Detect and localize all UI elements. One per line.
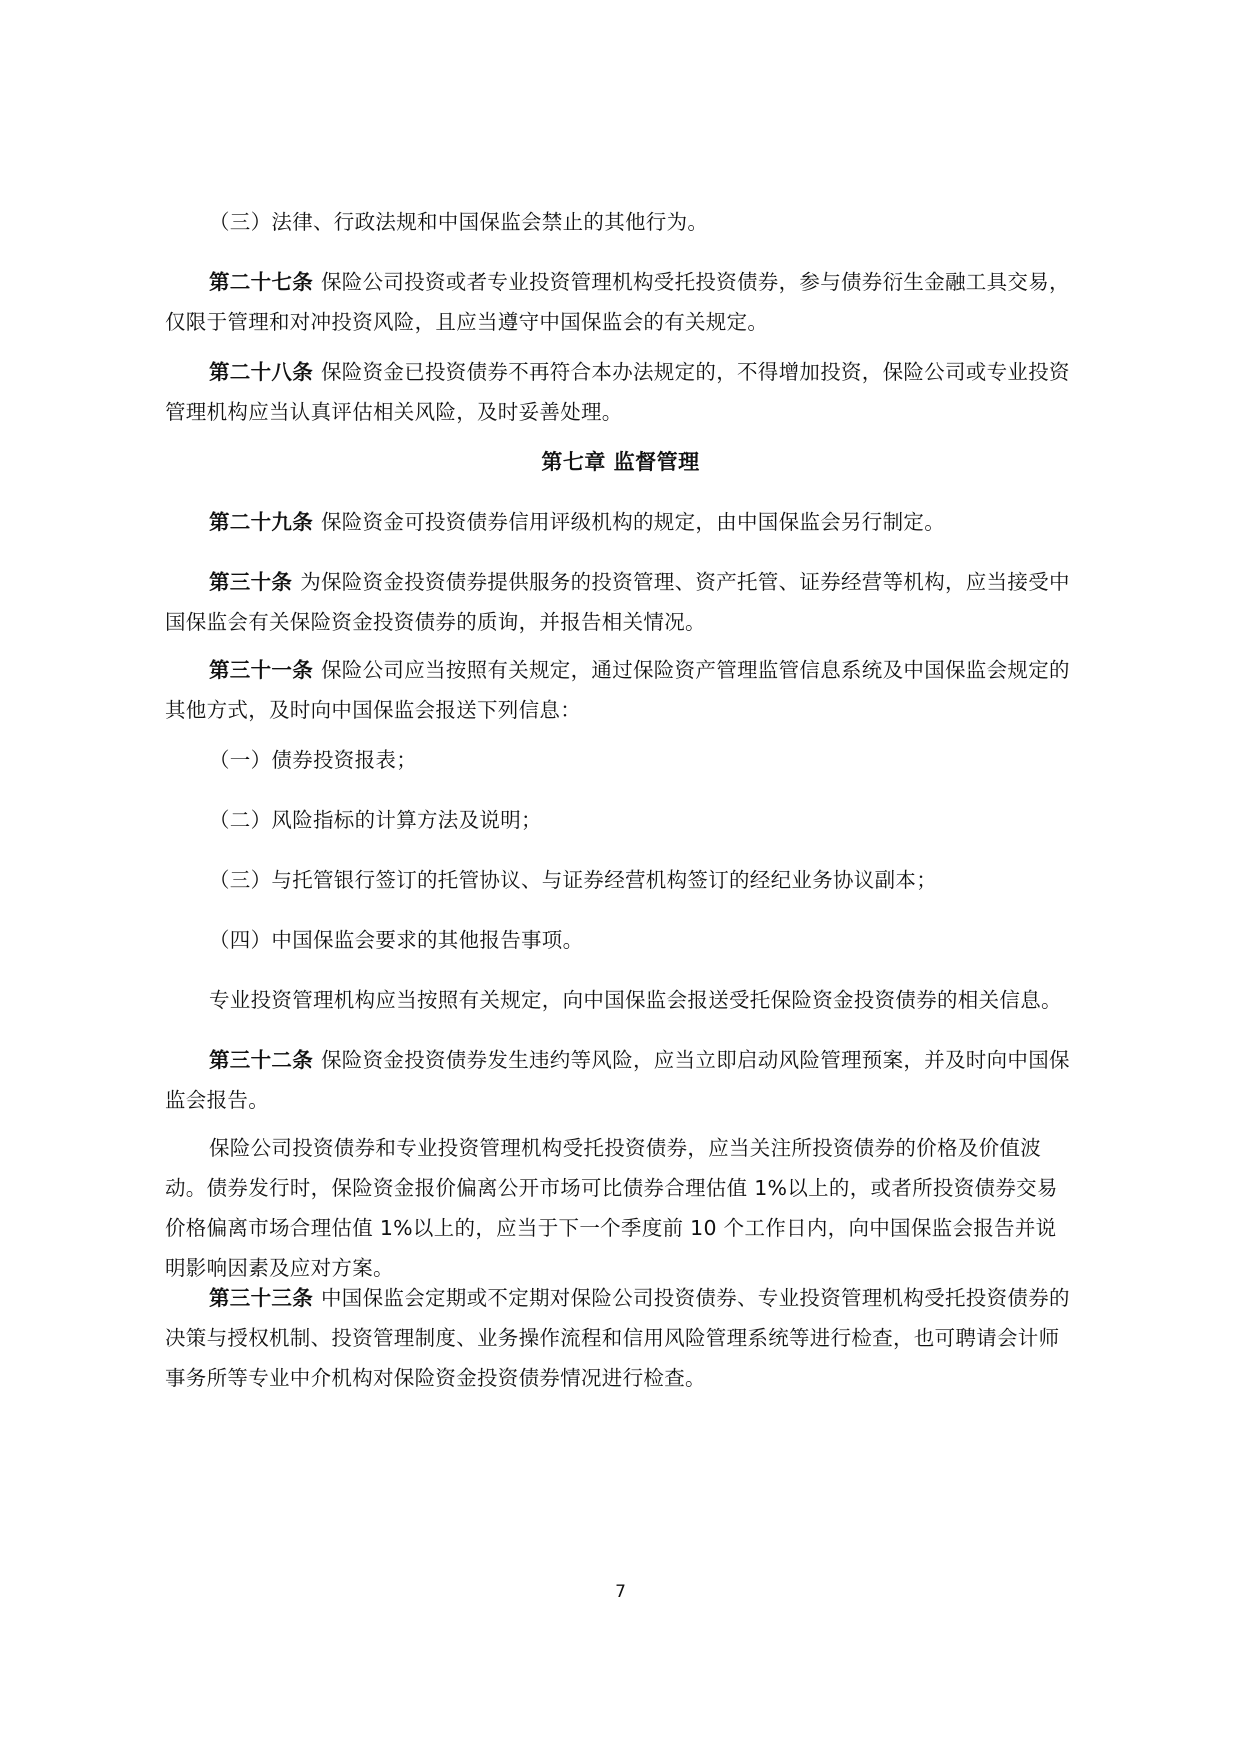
- article-27: [165, 262, 1075, 342]
- list-item-text: （二）风险指标的计算方法及说明；: [209, 808, 542, 832]
- list-item-2: [165, 800, 1075, 840]
- article-text: 中国保监会定期或不定期对保险公司投资债券、专业投资管理机构受托投资债券的决策与授权机制、投资管理制度、业务操作流程和信用风险管理系统等进行检查，也可聘请会计师事务所等专业中介机构对保险资金投资债券情况进行检查。: [165, 1286, 1070, 1390]
- article-text: 保险公司应当按照有关规定，通过保险资产管理监管信息系统及中国保监会规定的其他方式，及时向中国保监会报送下列信息：: [165, 658, 1070, 722]
- paragraph-item-3: [165, 202, 1075, 242]
- list-item-1: [165, 740, 1075, 780]
- article-text: 保险资金已投资债券不再符合本办法规定的，不得增加投资，保险公司或专业投资管理机构应当认真评估相关风险，及时妥善处理。: [165, 360, 1070, 424]
- list-item-text: （四）中国保监会要求的其他报告事项。: [209, 928, 584, 952]
- list-item-text: （一）债券投资报表；: [209, 748, 417, 772]
- article-number: 第三十条: [209, 570, 293, 594]
- article-number: 第二十八条: [209, 360, 313, 384]
- paragraph-text: 保险公司投资债券和专业投资管理机构受托投资债券，应当关注所投资债券的价格及价值波动。债券发行时，保险资金报价偏离公开市场可比债券合理估值 1%以上的，或者所投资债券交易价格偏离市场合理估值 1%以上的，应当于下一个季度前 10 个工作日内，向中国保监会报告并说明影响因素及应对方案。: [165, 1136, 1058, 1280]
- article-number: 第三十三条: [209, 1286, 313, 1310]
- list-item-3: [165, 860, 1075, 900]
- paragraph-text: 专业投资管理机构应当按照有关规定，向中国保监会报送受托保险资金投资债券的相关信息。: [209, 988, 1062, 1012]
- paragraph-professional-institutions: [165, 980, 1075, 1020]
- article-text: 保险资金投资债券发生违约等风险，应当立即启动风险管理预案，并及时向中国保监会报告。: [165, 1048, 1070, 1112]
- article-text: 保险公司投资或者专业投资管理机构受托投资债券，参与债券衍生金融工具交易，仅限于管理和对冲投资风险，且应当遵守中国保监会的有关规定。: [165, 270, 1070, 334]
- paragraph-text: （三）法律、行政法规和中国保监会禁止的其他行为。: [209, 210, 709, 234]
- article-number: 第三十一条: [209, 658, 313, 682]
- paragraph-price-deviation: [165, 1128, 1075, 1288]
- article-30: [165, 562, 1075, 642]
- list-item-text: （三）与托管银行签订的托管协议、与证券经营机构签订的经纪业务协议副本；: [209, 868, 937, 892]
- article-text: 为保险资金投资债券提供服务的投资管理、资产托管、证券经营等机构，应当接受中国保监会有关保险资金投资债券的质询，并报告相关情况。: [165, 570, 1070, 634]
- page-number: 7: [615, 1582, 626, 1602]
- article-number: 第二十九条: [209, 510, 313, 534]
- chapter-heading: 第七章 监督管理: [541, 450, 700, 474]
- list-item-4: [165, 920, 1075, 960]
- article-32: [165, 1040, 1075, 1120]
- article-number: 第三十二条: [209, 1048, 313, 1072]
- article-33: [165, 1278, 1075, 1398]
- article-29: [165, 502, 1075, 542]
- article-28: [165, 352, 1075, 432]
- article-31: [165, 650, 1075, 730]
- article-number: 第二十七条: [209, 270, 313, 294]
- article-text: 保险资金可投资债券信用评级机构的规定，由中国保监会另行制定。: [321, 510, 945, 534]
